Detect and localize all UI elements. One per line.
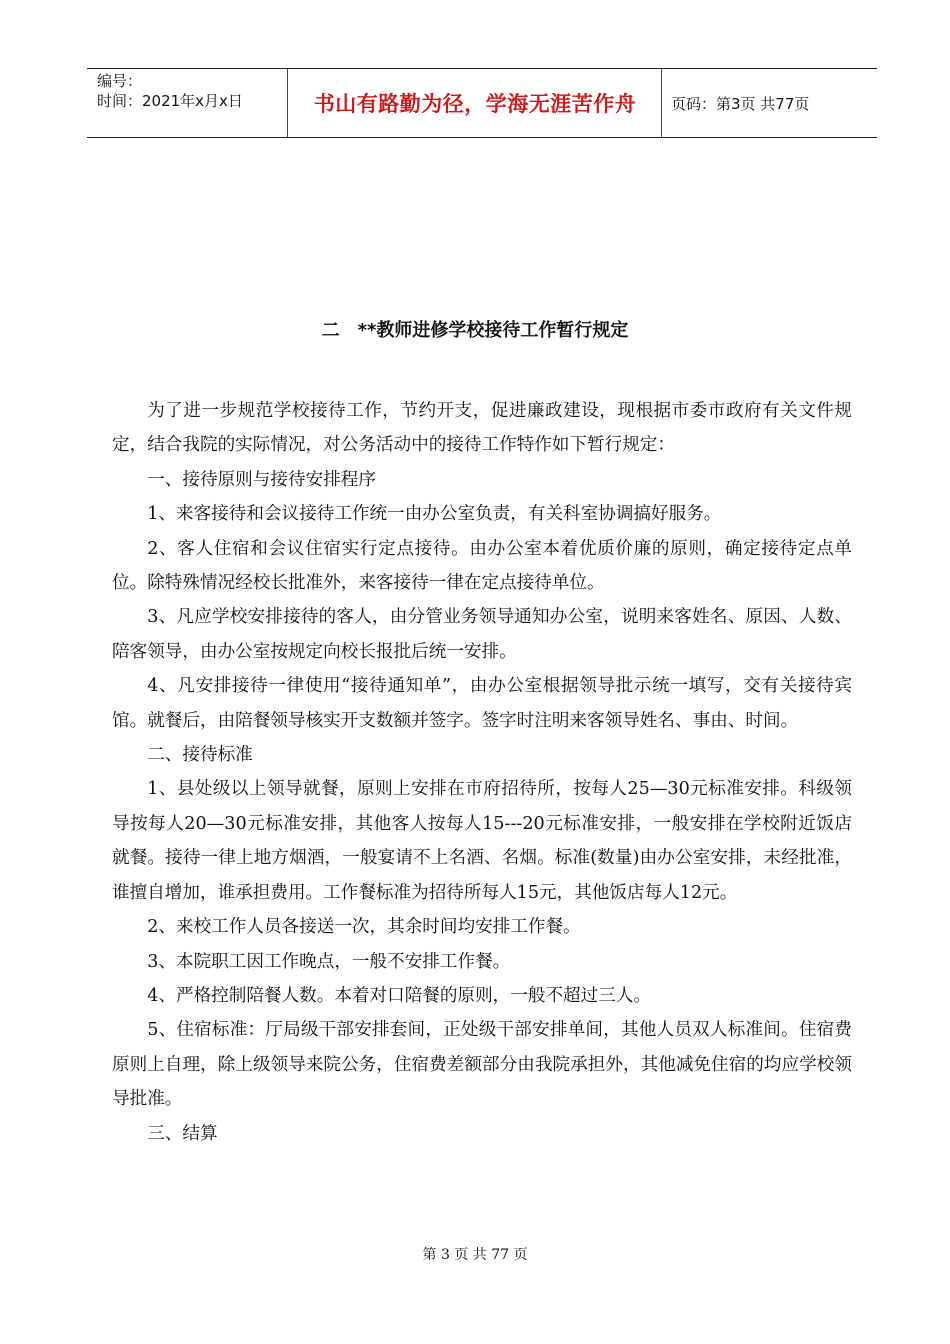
section-heading: 三、结算 <box>147 1123 218 1144</box>
section-heading: 一、接待原则与接待安排程序 <box>147 469 376 490</box>
document-time-label: 时间：2021年x月x日 <box>97 92 243 110</box>
paragraph: 4、严格控制陪餐人数。本着对口陪餐的原则，一般不超过三人。 <box>147 985 652 1006</box>
paragraph: 1、县处级以上领导就餐，原则上安排在市府招待所，按每人25—30元标准安排。科级领导按每人20—30元标准安排，其他客人按每人15---20元标准安排，一般安排在学校附近饭店就餐。接待一律上地方烟酒，一般宴请不上名酒、名烟。标准(数量)由办公室安排，未经批准，谁擅自增加，谁承担费用。工作餐标准为招待所每人15元，其他饭店每人12元。 <box>112 779 852 903</box>
paragraph: 4、凡安排接待一律使用“接待通知单”，由办公室根据领导批示统一填写，交有关接待宾馆。就餐后，由陪餐领导核实开支数额并签字。签字时注明来客领导姓名、事由、时间。 <box>112 676 852 731</box>
header-meta <box>97 71 243 111</box>
paragraph: 5、住宿标准：厅局级干部安排套间，正处级干部安排单间，其他人员双人标准间。住宿费原则上自理，除上级领导来院公务，住宿费差额部分由我院承担外，其他减免住宿的均应学校领导批准。 <box>112 1020 852 1110</box>
document-title <box>0 316 950 342</box>
document-number-label: 编号： <box>97 72 143 90</box>
paragraph: 2、来校工作人员各接送一次，其余时间均安排工作餐。 <box>147 917 581 938</box>
paragraph: 3、本院职工因工作晚点，一般不安排工作餐。 <box>147 951 511 972</box>
title-prefix: 二 <box>321 320 340 341</box>
header-page-info: 页码：第3页 共77页 <box>671 95 810 113</box>
paragraph: 2、客人住宿和会议住宿实行定点接待。由办公室本着优质价廉的原则，确定接待定点单位。除特殊情况经校长批准外，来客接待一律在定点接待单位。 <box>112 538 852 594</box>
header-motto: 书山有路勤为径，学海无涯苦作舟 <box>313 92 637 116</box>
paragraph: 3、凡应学校安排接待的客人，由分管业务领导通知办公室，说明来客姓名、原因、人数、陪客领导，由办公室按规定向校长报批后统一安排。 <box>112 607 852 662</box>
paragraph: 为了进一步规范学校接待工作，节约开支，促进廉政建设，现根据市委市政府有关文件规定，结合我院的实际情况，对公务活动中的接待工作特作如下暂行规定： <box>112 401 852 456</box>
document-body <box>112 394 852 1151</box>
page-footer: 第 3 页 共 77 页 <box>422 1247 528 1263</box>
section-heading: 二、接待标准 <box>147 745 253 766</box>
paragraph: 1、来客接待和会议接待工作统一由办公室负责，有关科室协调搞好服务。 <box>147 504 722 525</box>
title-text: **教师进修学校接待工作暂行规定 <box>357 320 629 341</box>
page-header <box>87 68 877 138</box>
